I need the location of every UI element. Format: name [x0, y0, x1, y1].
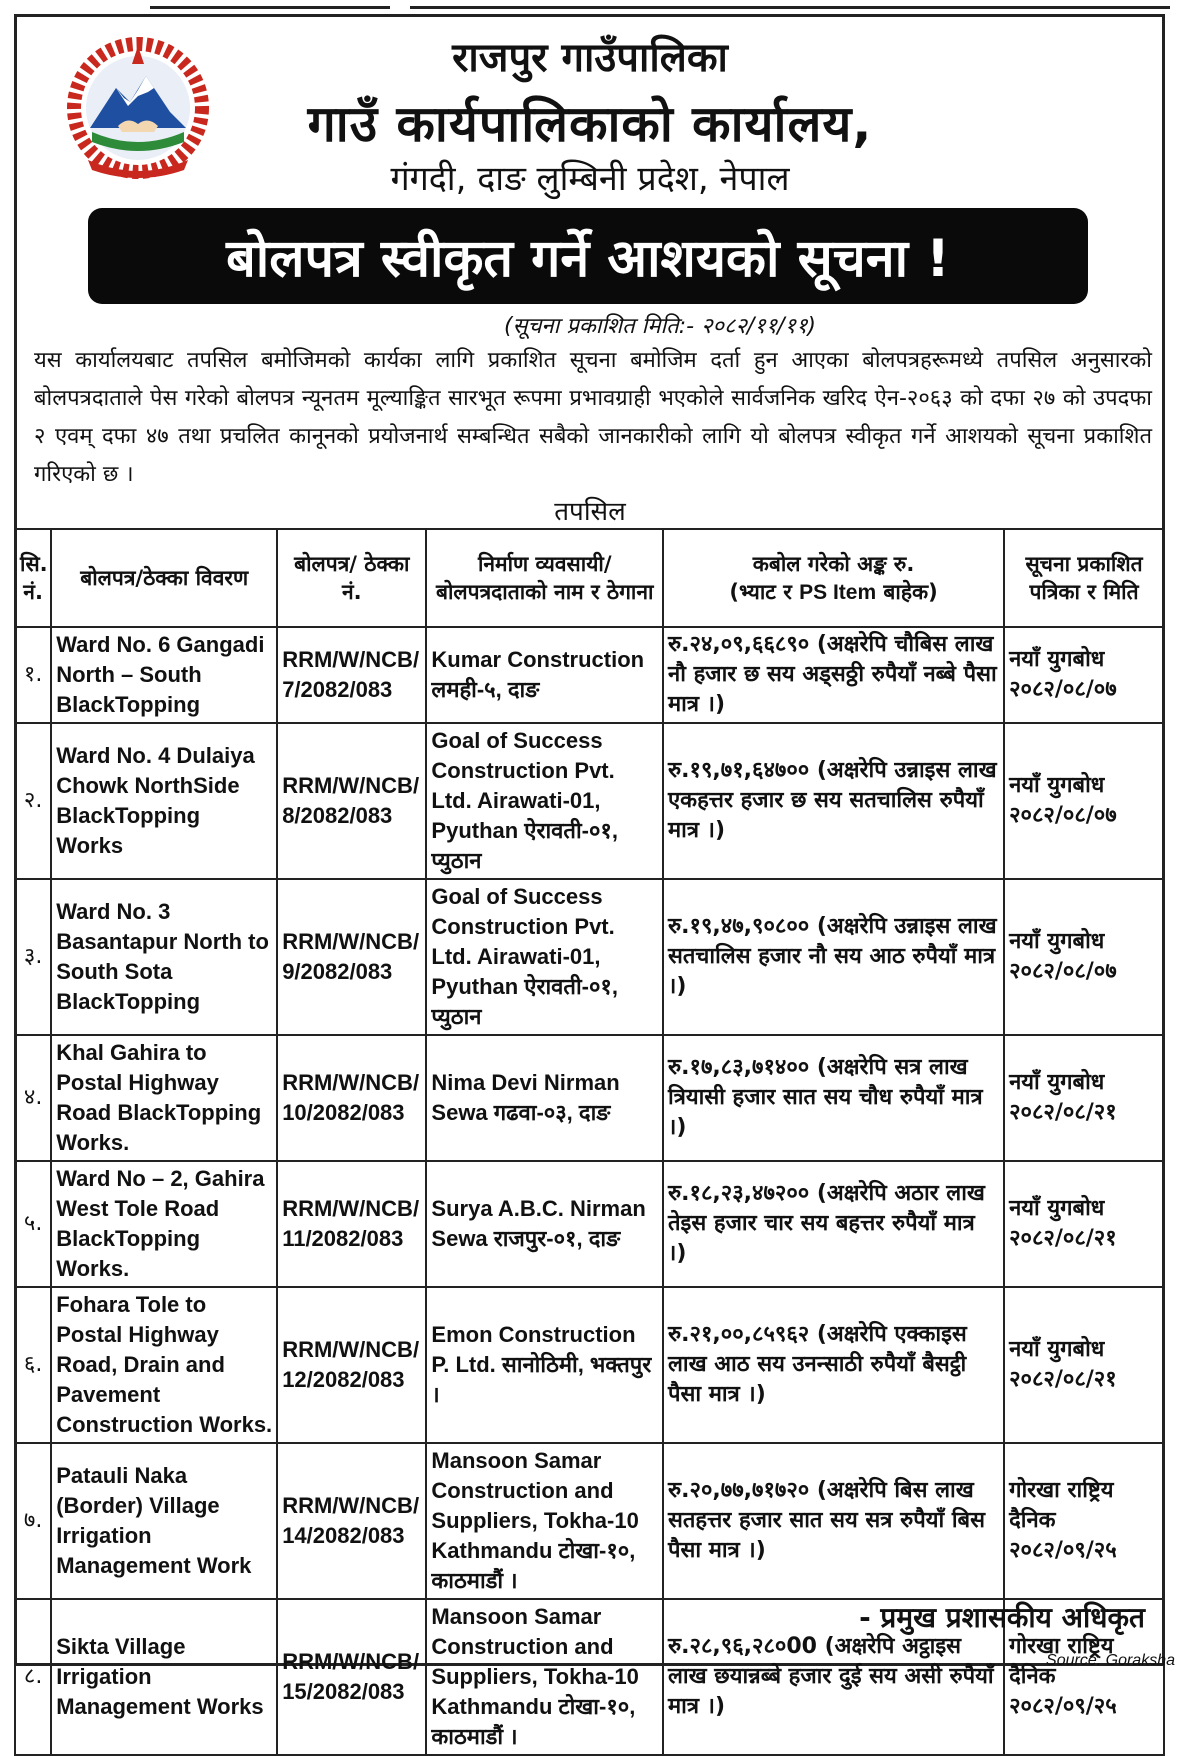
row-newspaper: नयाँ युगबोध २०८२/०८/२१ [1004, 1035, 1164, 1161]
row-contract-no: RRM/W/NCB/ 11/2082/083 [277, 1161, 426, 1287]
row-sn: ८. [15, 1599, 51, 1755]
row-amount: रु.१८,२३,४७२०० (अक्षरेपि अठार लाख तेइस हजार चार सय बहत्तर रुपैयाँ मात्र ।) [663, 1161, 1004, 1287]
table-caption: तपसिल [554, 497, 626, 527]
row-contractor: Mansoon Samar Construction and Suppliers, Tokha-10 Kathmandu टोखा-१०, काठमाडौं । [426, 1443, 663, 1599]
table-header-row [15, 529, 1164, 627]
col-header-amount-line2: (भ्याट र PS Item बाहेक) [729, 579, 938, 604]
table-row [15, 1443, 1164, 1599]
table-row [15, 879, 1164, 1035]
row-amount: रु.२०,७७,७१७२० (अक्षरेपि बिस लाख सतहत्तर हजार सात सय सत्र रुपैयाँ बिस पैसा मात्र ।) [663, 1443, 1004, 1599]
row-contractor: Surya A.B.C. Nirman Sewa राजपुर-०१, दाङ [426, 1161, 663, 1287]
row-contract-no: RRM/W/NCB/ 9/2082/083 [277, 879, 426, 1035]
row-amount: रु.१९,४७,९०८०० (अक्षरेपि उन्नाइस लाख सतचालिस हजार नौ सय आठ रुपैयाँ मात्र ।) [663, 879, 1004, 1035]
row-description: Patauli Naka (Border) Village Irrigation Management Work [51, 1443, 277, 1599]
row-newspaper: नयाँ युगबोध २०८२/०८/२१ [1004, 1161, 1164, 1287]
row-newspaper: नयाँ युगबोध २०८२/०८/०७ [1004, 879, 1164, 1035]
row-newspaper: गोरखा राष्ट्रिय दैनिक २०८२/०९/२५ [1004, 1443, 1164, 1599]
row-description: Khal Gahira to Postal Highway Road BlackTopping Works. [51, 1035, 277, 1161]
office-name: गाउँ कार्यपालिकाको कार्यालय, [307, 95, 873, 153]
table-row [15, 627, 1164, 723]
table-row [15, 1287, 1164, 1443]
row-description: Ward No – 2, Gahira West Tole Road BlackTopping Works. [51, 1161, 277, 1287]
row-contract-no: RRM/W/NCB/ 10/2082/083 [277, 1035, 426, 1161]
col-header-newspaper: सूचना प्रकाशित पत्रिका र मिति [1004, 529, 1164, 627]
row-contractor: Emon Construction P. Ltd. सानोठिमी, भक्तपुर । [426, 1287, 663, 1443]
row-contractor: Kumar Construction लमही-५, दाङ [426, 627, 663, 723]
office-address: गंगदी, दाङ लुम्बिनी प्रदेश, नेपाल [390, 159, 790, 199]
row-description: Ward No. 4 Dulaiya Chowk NorthSide BlackTopping Works [51, 723, 277, 879]
row-newspaper: नयाँ युगबोध २०८२/०८/०७ [1004, 723, 1164, 879]
row-contractor: Goal of Success Construction Pvt. Ltd. Airawati-01, Pyuthan ऐरावती-०१, प्युठान [426, 879, 663, 1035]
row-contractor: Goal of Success Construction Pvt. Ltd. Airawati-01, Pyuthan ऐरावती-०१, प्युठान [426, 723, 663, 879]
row-sn: २. [15, 723, 51, 879]
row-description: Ward No. 3 Basantapur North to South Sota BlackTopping [51, 879, 277, 1035]
row-contractor: Nima Devi Nirman Sewa गढवा-०३, दाङ [426, 1035, 663, 1161]
row-amount: रु.२८,९६,२८०00 (अक्षरेपि अट्ठाइस लाख छयान्नब्बे हजार दुई सय असी रुपैयाँ मात्र ।) [663, 1599, 1004, 1755]
col-header-contractor: निर्माण व्यवसायी/ बोलपत्रदाताको नाम र ठेगाना [426, 529, 663, 627]
row-amount: रु.१७,८३,७१४०० (अक्षरेपि सत्र लाख त्रियासी हजार सात सय चौध रुपैयाँ मात्र ।) [663, 1035, 1004, 1161]
row-contract-no: RRM/W/NCB/ 8/2082/083 [277, 723, 426, 879]
row-amount: रु.२१,००,८५९६२ (अक्षरेपि एक्काइस लाख आठ सय उनन्साठी रुपैयाँ बैसट्ठी पैसा मात्र ।) [663, 1287, 1004, 1443]
row-sn: ३. [15, 879, 51, 1035]
bid-table [14, 528, 1165, 1756]
top-rule-left [150, 0, 390, 9]
publish-date: (सूचना प्रकाशित मिति:- २०८२/११/११) [504, 314, 816, 339]
row-sn: १. [15, 627, 51, 723]
top-rule-right [410, 0, 1170, 9]
row-newspaper: नयाँ युगबोध २०८२/०८/०७ [1004, 627, 1164, 723]
row-sn: ६. [15, 1287, 51, 1443]
row-description: Sikta Village Irrigation Management Works [51, 1599, 277, 1755]
row-description: Fohara Tole to Postal Highway Road, Drain and Pavement Construction Works. [51, 1287, 277, 1443]
row-contract-no: RRM/W/NCB/ 14/2082/083 [277, 1443, 426, 1599]
col-header-amount-line1: कबोल गरेको अङ्क रु. [752, 551, 915, 576]
source-credit: Source: Goraksha [1046, 1652, 1175, 1669]
row-newspaper: नयाँ युगबोध २०८२/०८/२१ [1004, 1287, 1164, 1443]
col-header-description: बोलपत्र/ठेक्का विवरण [51, 529, 277, 627]
signatory: - प्रमुख प्रशासकीय अधिकृत [859, 1601, 1145, 1634]
row-contract-no: RRM/W/NCB/ 12/2082/083 [277, 1287, 426, 1443]
col-header-sn: सि. नं. [15, 529, 51, 627]
col-header-contract-no: बोलपत्र/ ठेक्का नं. [277, 529, 426, 627]
row-amount: रु.१९,७१,६४७०० (अक्षरेपि उन्नाइस लाख एकहत्तर हजार छ सय सतचालिस रुपैयाँ मात्र ।) [663, 723, 1004, 879]
row-sn: ४. [15, 1035, 51, 1161]
row-contract-no: RRM/W/NCB/ 15/2082/083 [277, 1599, 426, 1755]
row-amount: रु.२४,०९,६६८९० (अक्षरेपि चौबिस लाख नौ हजार छ सय अड्सठ्ठी रुपैयाँ नब्बे पैसा मात्र ।) [663, 627, 1004, 723]
row-sn: ५. [15, 1161, 51, 1287]
municipality-name: राजपुर गाउँपालिका [452, 35, 728, 81]
intro-paragraph: यस कार्यालयबाट तपसिल बमोजिमको कार्यका लागि प्रकाशित सूचना बमोजिम दर्ता हुन आएका बोलपत्रहरूमध्ये तपसिल अनुसारको बोलपत्रदाताले पेस गरेको बोलपत्र न्यूनतम मूल्याङ्कित सारभूत रूपमा प्रभावग्राही भएकोले सार्वजनिक खरिद ऐन-२०६३ को दफा २७ को उपदफा २ एवम् दफा ४७ तथा प्रचलित कानूनको प्रयोजनार्थ सम्बन्धित सबैको जानकारीको लागि यो बोलपत्र स्वीकृत गर्ने आशयको सूचना प्रकाशित गरिएको छ । [34, 348, 1152, 487]
row-description: Ward No. 6 Gangadi North – South BlackTopping [51, 627, 277, 723]
table-row [15, 723, 1164, 879]
row-contract-no: RRM/W/NCB/ 7/2082/083 [277, 627, 426, 723]
col-header-amount [663, 529, 1004, 627]
table-row [15, 1161, 1164, 1287]
row-newspaper: गोरखा राष्ट्रिय दैनिक २०८२/०९/२५ [1004, 1599, 1164, 1755]
row-contractor: Mansoon Samar Construction and Suppliers, Tokha-10 Kathmandu टोखा-१०, काठमाडौं । [426, 1599, 663, 1755]
row-sn: ७. [15, 1443, 51, 1599]
notice-title-banner: बोलपत्र स्वीकृत गर्ने आशयको सूचना ! [88, 208, 1088, 304]
table-row [15, 1035, 1164, 1161]
